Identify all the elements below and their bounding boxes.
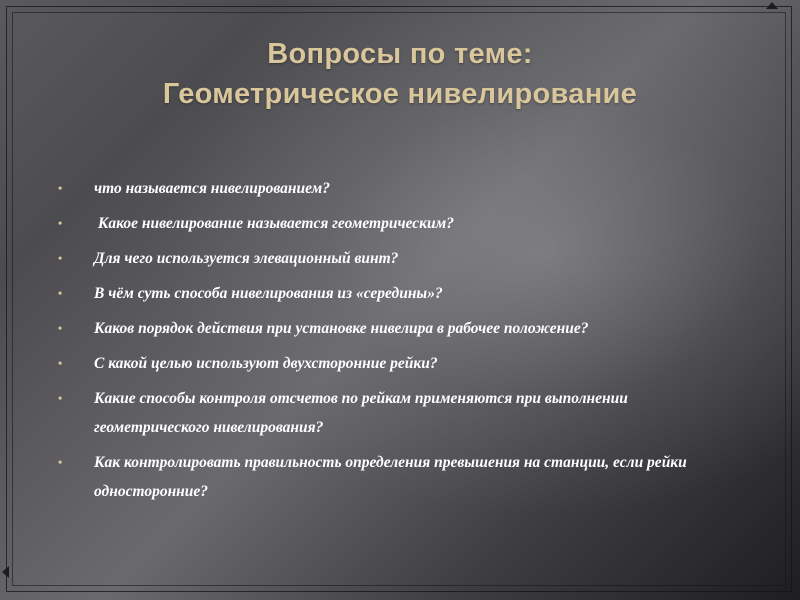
question-item (58, 384, 738, 442)
question-item (58, 279, 738, 308)
question-text: Каков порядок действия при установке нивелира в рабочее положение? (94, 320, 589, 337)
question-item (58, 209, 738, 238)
corner-triangle-decoration (766, 2, 778, 9)
question-text: С какой целью используют двухсторонние рейки? (94, 355, 438, 372)
question-item (58, 314, 738, 343)
question-item (58, 174, 738, 203)
question-text: Как контролировать правильность определения превышения на станции, если рейки односторонние? (94, 454, 687, 500)
question-text: В чём суть способа нивелирования из «середины»? (94, 285, 443, 302)
question-item (58, 349, 738, 378)
question-text: Для чего используется элевационный винт? (94, 250, 399, 267)
bullet-icon: • (58, 356, 63, 370)
question-text: Какие способы контроля отсчетов по рейкам применяются при выполнении геометрического нивелирования? (94, 390, 628, 436)
bullet-icon: • (58, 391, 63, 405)
corner-triangle-decoration (2, 566, 9, 578)
question-list (58, 174, 738, 512)
slide-title-line-1: Вопросы по теме: (267, 38, 533, 70)
slide-title (40, 34, 760, 114)
bullet-icon: • (58, 321, 63, 335)
question-text: Какое нивелирование называется геометрическим? (94, 215, 454, 232)
slide-title-line-2: Геометрическое нивелирование (162, 78, 638, 110)
bullet-icon: • (58, 251, 63, 265)
bullet-icon: • (58, 286, 63, 300)
question-text: что называется нивелированием? (94, 180, 330, 197)
bullet-icon: • (58, 455, 63, 469)
bullet-icon: • (58, 181, 63, 195)
bullet-icon: • (58, 216, 63, 230)
question-item (58, 448, 738, 506)
question-item (58, 244, 738, 273)
